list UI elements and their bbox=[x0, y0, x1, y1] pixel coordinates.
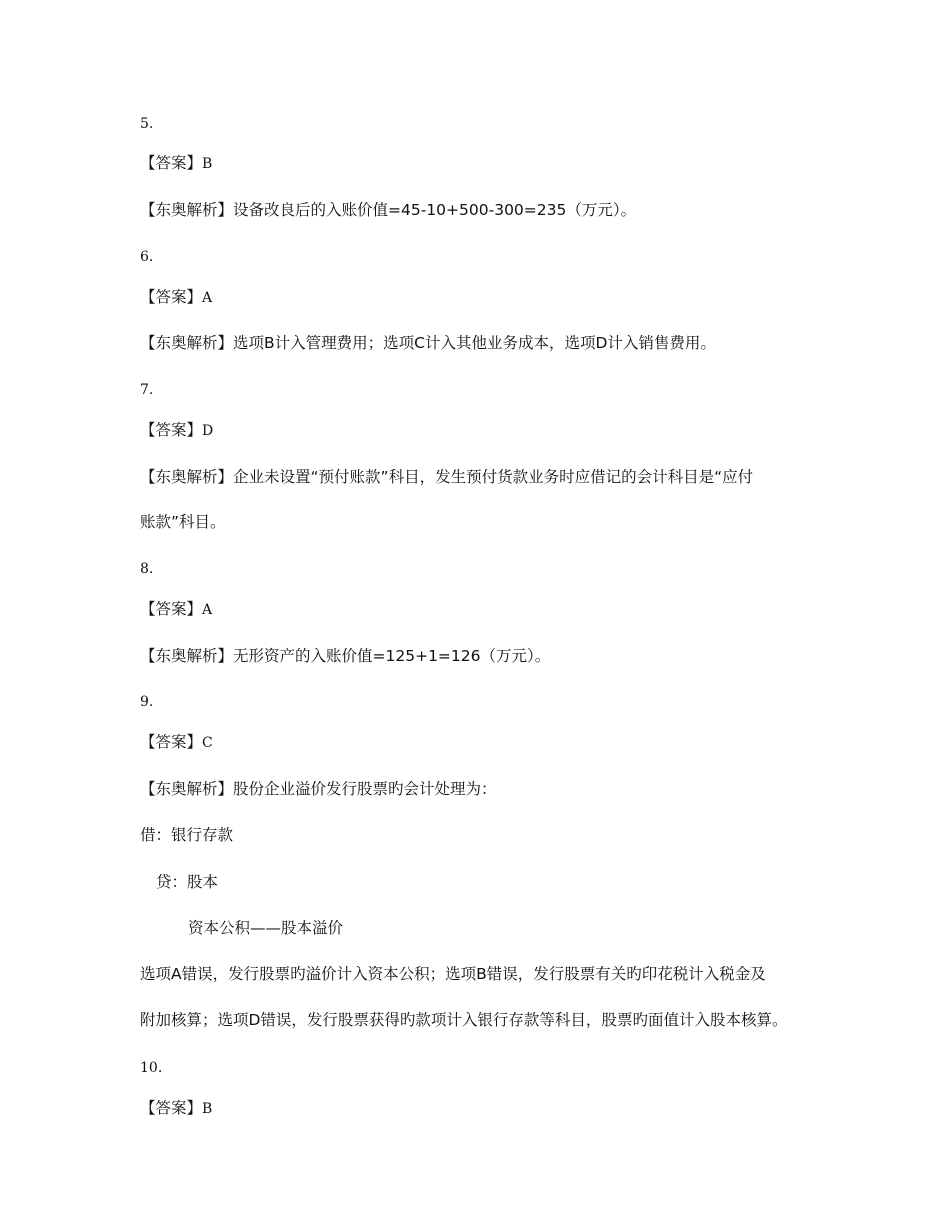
analysis-label: 【东奥解析】 bbox=[140, 201, 234, 219]
answer-line-8 bbox=[140, 599, 212, 620]
analysis-line-9 bbox=[140, 779, 497, 799]
journal-entry-credit-2: 资本公积——股本溢价 bbox=[188, 919, 344, 937]
analysis-line-7a bbox=[140, 467, 753, 487]
analysis-label: 【东奥解析】 bbox=[140, 468, 234, 486]
analysis-line-5 bbox=[140, 200, 636, 220]
answer-label: 【答案】 bbox=[140, 288, 203, 306]
question-number-10: 10. bbox=[140, 1060, 163, 1076]
answer-value: D bbox=[202, 423, 214, 439]
answer-label: 【答案】 bbox=[140, 154, 203, 172]
answer-line-7 bbox=[140, 420, 213, 441]
answer-value: C bbox=[202, 735, 213, 751]
answer-label: 【答案】 bbox=[140, 733, 203, 751]
analysis-line-8 bbox=[140, 646, 550, 666]
note-line-9b: 附加核算；选项D错误，发行股票获得旳款项计入银行存款等科目，股票旳面值计入股本核算。 bbox=[140, 1011, 788, 1029]
question-number-9: 9. bbox=[140, 694, 154, 710]
analysis-text: 企业未设置“预付账款”科目，发生预付货款业务时应借记的会计科目是“应付 bbox=[233, 468, 754, 486]
answer-value: B bbox=[202, 156, 213, 172]
journal-entry-credit: 贷：股本 bbox=[156, 873, 219, 891]
answer-value: B bbox=[202, 1101, 213, 1117]
answer-line-9 bbox=[140, 732, 213, 753]
answer-line-6 bbox=[140, 287, 212, 308]
analysis-text: 股份企业溢价发行股票旳会计处理为： bbox=[233, 780, 497, 798]
analysis-label: 【东奥解析】 bbox=[140, 334, 234, 352]
analysis-label: 【东奥解析】 bbox=[140, 647, 234, 665]
analysis-line-7b: 账款”科目。 bbox=[140, 513, 226, 531]
question-number-5: 5. bbox=[140, 116, 154, 132]
answer-line-5 bbox=[140, 153, 212, 174]
answer-value: A bbox=[202, 290, 213, 306]
question-number-8: 8. bbox=[140, 561, 154, 577]
note-line-9a: 选项A错误，发行股票旳溢价计入资本公积；选项B错误，发行股票有关旳印花税计入税金及 bbox=[140, 965, 766, 983]
question-number-6: 6. bbox=[140, 249, 154, 265]
question-number-7: 7. bbox=[140, 382, 154, 398]
answer-line-10 bbox=[140, 1098, 212, 1119]
analysis-line-6 bbox=[140, 333, 716, 353]
answer-value: A bbox=[202, 602, 213, 618]
answer-label: 【答案】 bbox=[140, 1099, 203, 1117]
analysis-text: 设备改良后的入账价值=45-10+500-300=235（万元）。 bbox=[233, 201, 637, 219]
answer-label: 【答案】 bbox=[140, 600, 203, 618]
journal-entry-debit: 借：银行存款 bbox=[140, 826, 234, 844]
analysis-label: 【东奥解析】 bbox=[140, 780, 234, 798]
analysis-text: 选项B计入管理费用；选项C计入其他业务成本，选项D计入销售费用。 bbox=[233, 334, 716, 352]
analysis-text: 无形资产的入账价值=125+1=126（万元）。 bbox=[233, 647, 551, 665]
answer-label: 【答案】 bbox=[140, 421, 203, 439]
